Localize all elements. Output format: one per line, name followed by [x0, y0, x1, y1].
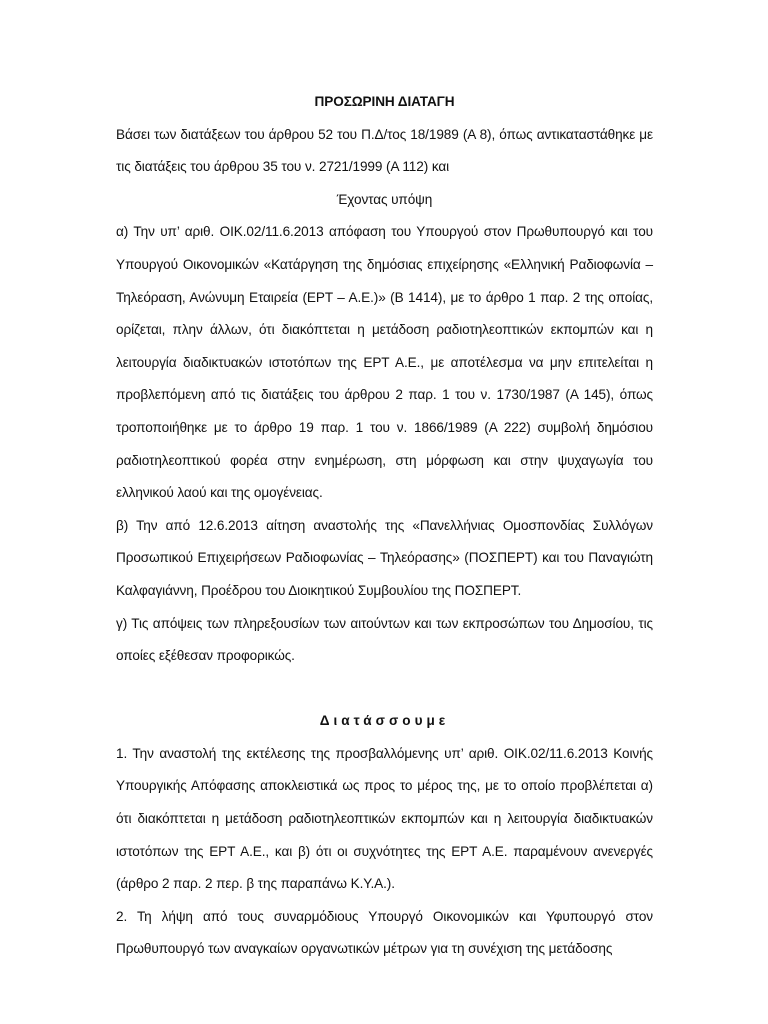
point-a-paragraph: α) Την υπ’ αριθ. ΟΙΚ.02/11.6.2013 απόφαση του Υπουργού στον Πρωθυπουργό και του Υπουργού Οικονομικών «Κατάργηση της δημόσιας επιχείρησης «Ελληνική Ραδιοφωνία – Τηλεόραση, Ανώνυμη Εταιρεία (ΕΡΤ – Α.Ε.)» (Β 1414), με το άρθρο 1 παρ. 2 της οποίας, ορίζεται, πλην άλλων, ότι διακόπτεται η μετάδοση ραδιοτηλεοπτικών εκπομπών και η λειτουργία διαδικτυακών ιστοτόπων της ΕΡΤ Α.Ε., με αποτέλεσμα να μην επιτελείται η προβλεπόμενη από τις διατάξεις του άρθρου 2 παρ. 1 του ν. 1730/1987 (Α 145), όπως τροποποιήθηκε με το άρθρο 19 παρ. 1 του ν. 1866/1989 (Α 222) συμβολή δημόσιου ραδιοτηλεοπτικού φορέα στην ενημέρωση, στη μόρφωση και στην ψυχαγωγία του ελληνικού λαού και της ομογένειας. — [116, 224, 653, 501]
point-c-paragraph: γ) Τις απόψεις των πληρεξουσίων των αιτούντων και των εκπροσώπων του Δημοσίου, τις οποίες εξέθεσαν προφορικώς. — [116, 615, 653, 664]
intro-paragraph: Βάσει των διατάξεων του άρθρου 52 του Π.Δ/τος 18/1989 (Α 8), όπως αντικαταστάθηκε με τις διατάξεις του άρθρου 35 του ν. 2721/1999 (Α 112) και — [116, 126, 653, 175]
orders-heading: Διατάσσουμε — [319, 713, 450, 729]
order-2-paragraph: 2. Τη λήψη από τους συναρμόδιους Υπουργό Οικονομικών και Υφυπουργό στον Πρωθυπουργό των αναγκαίων οργανωτικών μέτρων για τη συνέχιση της μετάδοσης — [116, 908, 653, 957]
document-title: ΠΡΟΣΩΡΙΝΗ ΔΙΑΤΑΓΗ — [314, 94, 455, 109]
document-page — [116, 86, 653, 966]
order-1-paragraph: 1. Την αναστολή της εκτέλεσης της προσβαλλόμενης υπ’ αριθ. ΟΙΚ.02/11.6.2013 Κοινής Υπουργικής Απόφασης αποκλειστικά ως προς το μέρος της, με το οποίο προβλέπεται α) ότι διακόπτεται η μετάδοση ραδιοτηλεοπτικών εκπομπών και η λειτουργία διαδικτυακών ιστοτόπων της ΕΡΤ Α.Ε., και β) ότι οι συχνότητες της ΕΡΤ Α.Ε. παραμένουν ανενεργές (άρθρο 2 παρ. 2 περ. β της παραπάνω Κ.Υ.Α.). — [116, 745, 653, 892]
section-spacer — [116, 673, 653, 706]
considering-heading: Έχοντας υπόψη — [336, 191, 433, 207]
point-b-paragraph: β) Την από 12.6.2013 αίτηση αναστολής της «Πανελλήνιας Ομοσπονδίας Συλλόγων Προσωπικού Επιχειρήσεων Ραδιοφωνίας – Τηλεόρασης» (ΠΟΣΠΕΡΤ) και του Παναγιώτη Καλφαγιάννη, Προέδρου του Διοικητικού Συμβουλίου της ΠΟΣΠΕΡΤ. — [116, 517, 653, 598]
